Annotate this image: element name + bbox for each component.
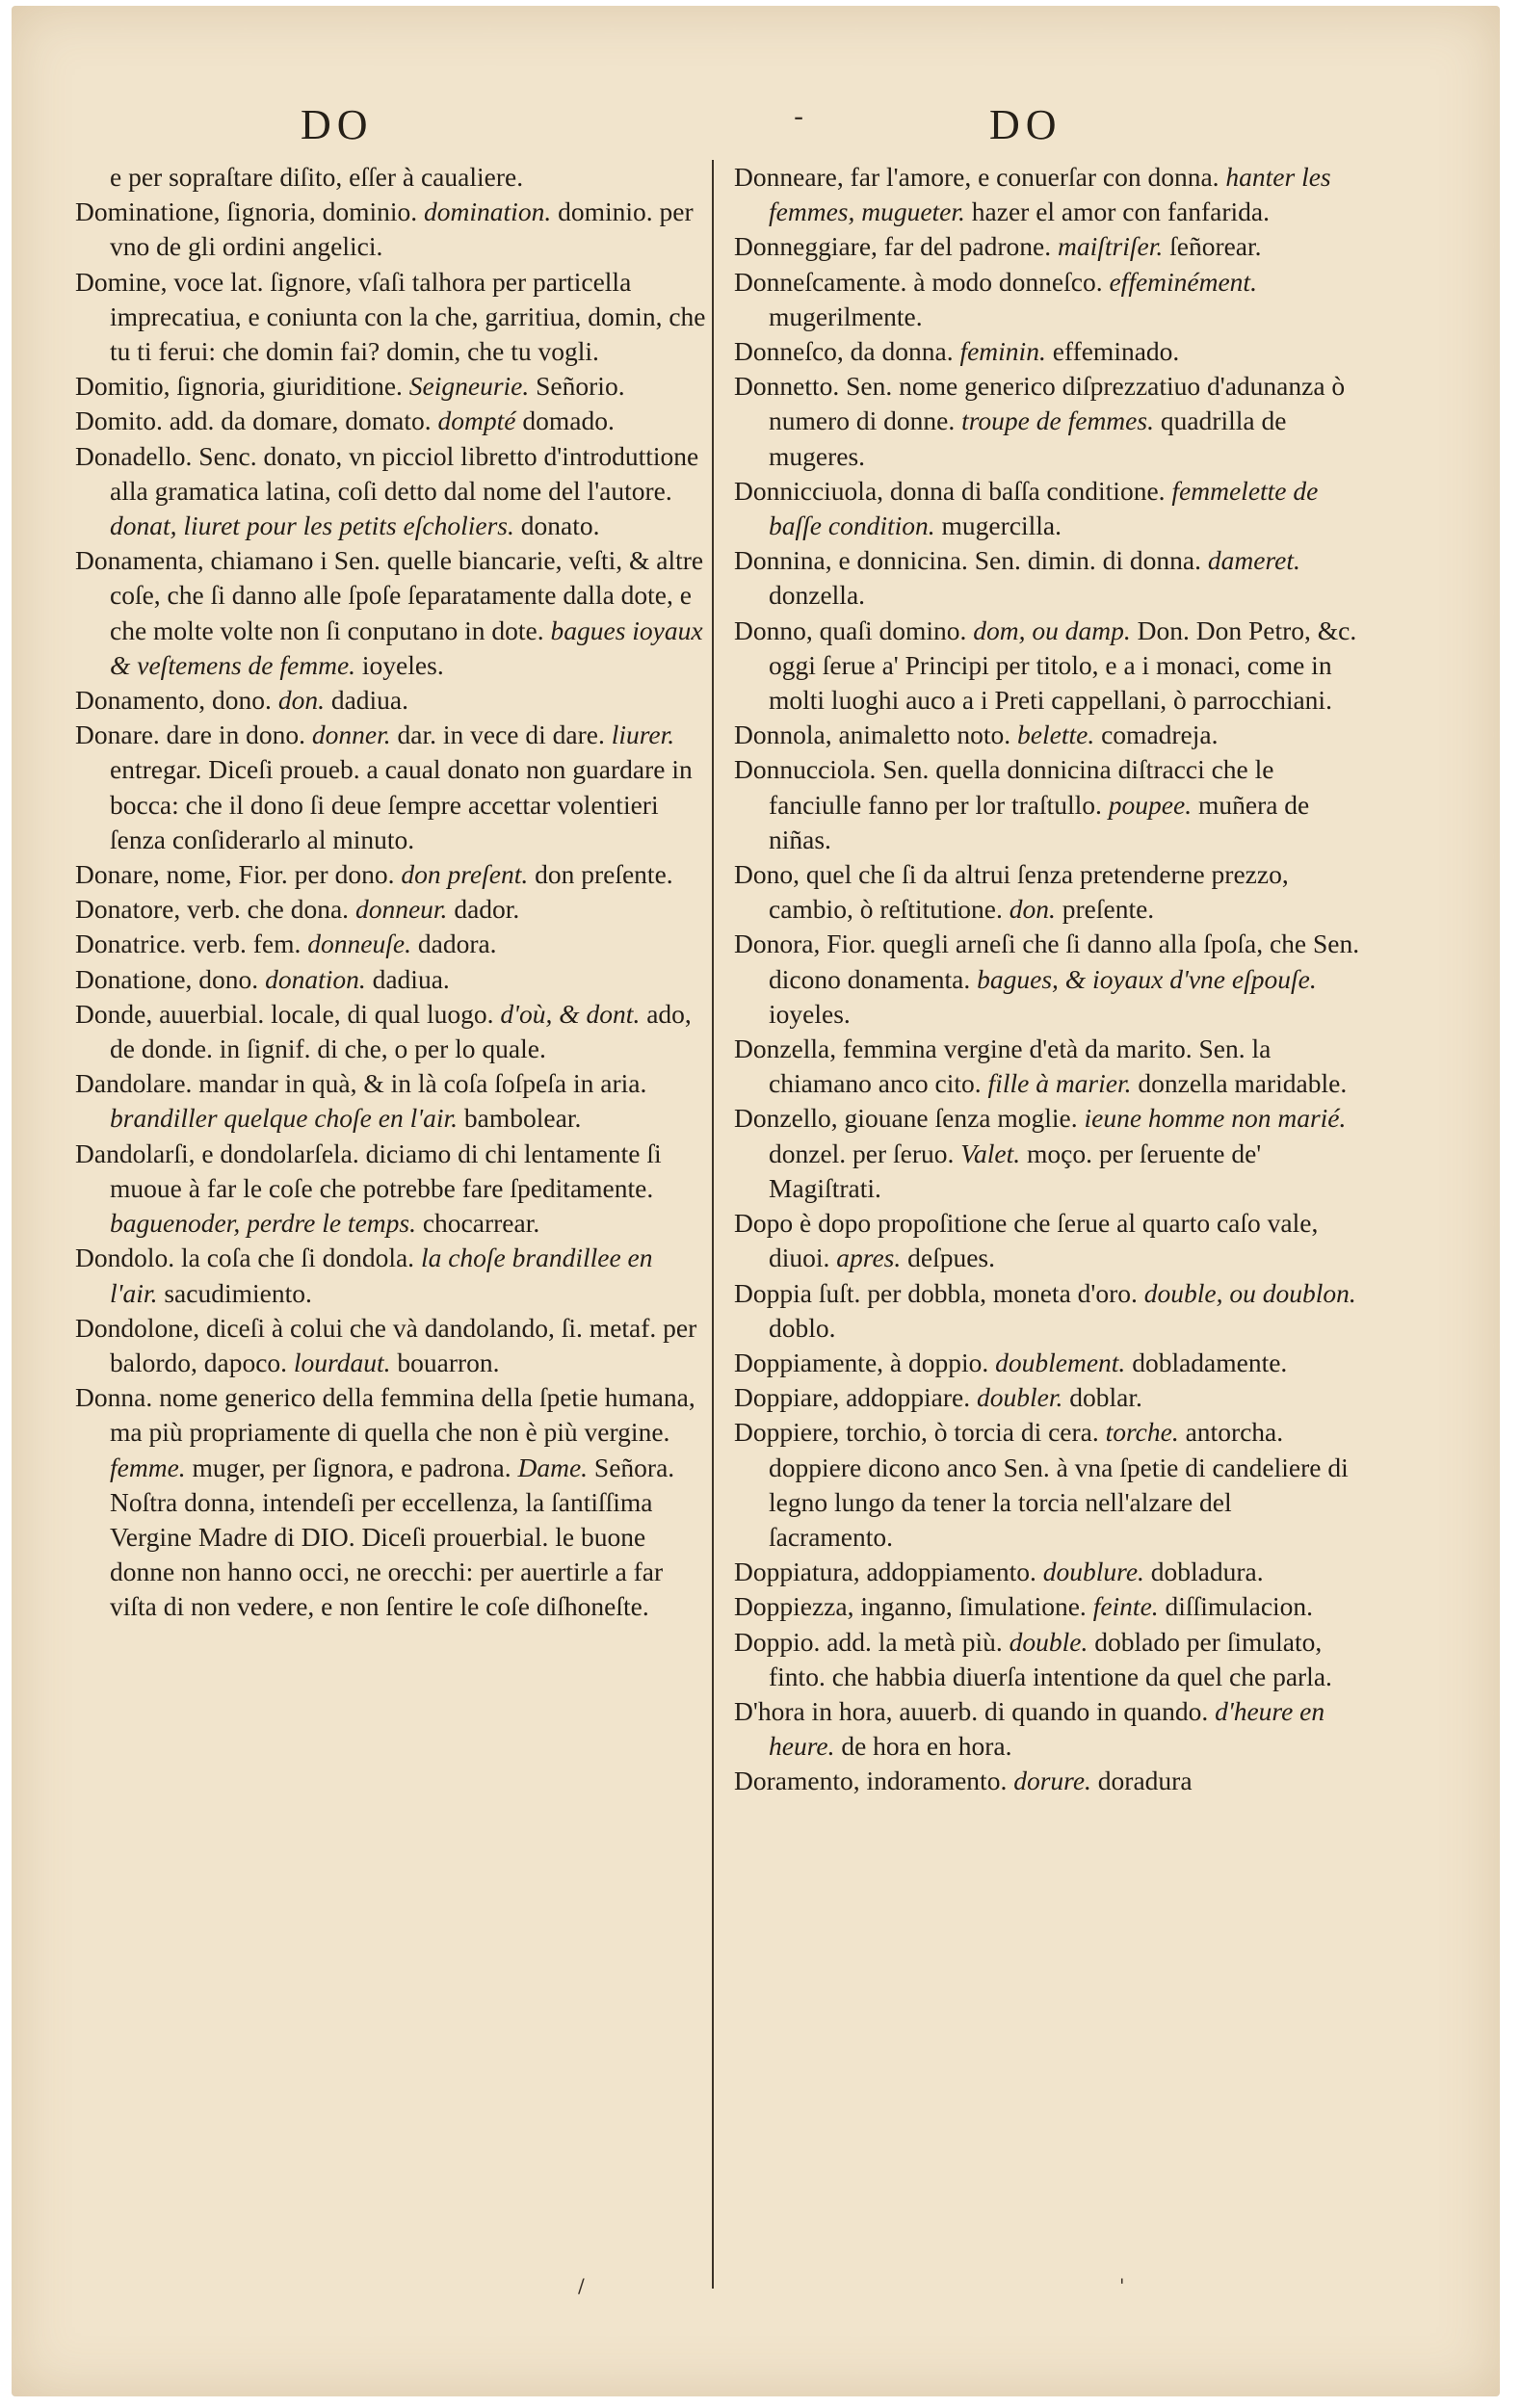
- footer-mark-right: ': [1119, 2274, 1125, 2297]
- dictionary-entry: [734, 334, 1360, 369]
- entry-text: Donare, nome, Fior. per dono.: [75, 859, 402, 890]
- left-column: [75, 160, 706, 1625]
- entry-text: D'hora in hora, auuerb. di quando in quando.: [734, 1695, 1216, 1726]
- book-page: [12, 6, 1500, 2396]
- entry-text: moço. per ſeruente de' Magiſtrati.: [769, 1138, 1262, 1203]
- entry-text: effeminado.: [1045, 336, 1180, 367]
- french-gloss: troupe de femmes.: [961, 406, 1154, 436]
- entry-text: Doppia ſuſt. per dobbla, moneta d'oro.: [734, 1277, 1144, 1308]
- french-gloss: doublure.: [1042, 1557, 1144, 1587]
- entry-text: Doppiamente, à doppio.: [734, 1347, 996, 1377]
- dictionary-entry: [734, 369, 1360, 474]
- french-gloss: la choſe brandillee en l'air.: [110, 1243, 653, 1308]
- entry-text: Dopo è dopo propoſitione che ſerue al quarto caſo vale, diuoi.: [734, 1208, 1319, 1273]
- entry-text: hazer el amor con fanfarida.: [964, 196, 1270, 227]
- dictionary-entry: [734, 614, 1360, 719]
- french-gloss: don.: [277, 685, 325, 716]
- dictionary-entry: [75, 857, 706, 892]
- entry-text: donzella.: [769, 580, 866, 611]
- entry-text: ado, de donde. in ſignif. di che, o per lo quale.: [110, 998, 692, 1064]
- entry-text: dadiua.: [324, 685, 408, 716]
- dictionary-entry: [734, 229, 1360, 264]
- french-gloss: effeminément.: [1109, 266, 1257, 297]
- french-gloss: bagues, & ioyaux d'vne eſpouſe.: [977, 963, 1317, 994]
- entry-text: Donnola, animaletto noto.: [734, 720, 1018, 750]
- french-gloss: feminin.: [959, 336, 1046, 367]
- entry-text: comadreja.: [1094, 720, 1219, 750]
- entry-text: dadora.: [410, 929, 497, 959]
- dictionary-entry: [75, 962, 706, 997]
- french-gloss: baguenoder, perdre le temps.: [110, 1208, 416, 1239]
- dictionary-entry: [75, 1137, 706, 1242]
- french-gloss: dameret.: [1207, 545, 1300, 576]
- french-gloss: d'heure en heure.: [769, 1695, 1325, 1762]
- french-gloss: dompté: [437, 406, 516, 436]
- entry-text: Donatore, verb. che dona.: [75, 894, 355, 925]
- entry-text: e per sopraſtare diſito, eſſer à caualiere.: [110, 162, 524, 192]
- entry-text: dador.: [447, 894, 520, 925]
- dictionary-entry: [75, 1311, 706, 1380]
- dictionary-entry: [734, 1589, 1360, 1624]
- entry-text: ioyeles.: [769, 998, 851, 1029]
- entry-text: Dono, quel che ſi da altrui ſenza pretenderne prezzo, cambio, ò reſtitutione.: [734, 859, 1289, 925]
- entry-text: Señorio.: [529, 371, 625, 402]
- entry-text: ioyeles.: [355, 649, 444, 680]
- entry-text: mugercilla.: [934, 510, 1062, 541]
- dictionary-entry: [734, 1276, 1360, 1346]
- dictionary-entry: [734, 1206, 1360, 1275]
- entry-text: Donatione, dono.: [75, 963, 266, 994]
- entry-text: mugerilmente.: [769, 301, 923, 331]
- french-gloss: don preſent.: [401, 859, 529, 890]
- dictionary-entry: [75, 683, 706, 718]
- dictionary-entry: [734, 265, 1360, 334]
- entry-text: Domitio, ſignoria, giuriditione.: [75, 371, 409, 402]
- entry-text: Donnetto. Sen. nome generico diſprezzatiuo d'adunanza ò numero di donne.: [734, 371, 1346, 436]
- french-gloss: don.: [1009, 894, 1056, 925]
- dictionary-entry: [734, 543, 1360, 613]
- french-gloss: double, ou doublon.: [1143, 1277, 1356, 1308]
- entry-text: quadrilla de mugeres.: [769, 406, 1287, 471]
- french-gloss: donat, liuret pour les petits eſcholiers.: [110, 510, 514, 541]
- entry-text: Doppiere, torchio, ò torcia di cera.: [734, 1417, 1106, 1448]
- entry-text: preſente.: [1055, 894, 1155, 925]
- entry-text: dobladura.: [1143, 1557, 1264, 1587]
- column-divider: [712, 160, 714, 2289]
- entry-text: Donora, Fior. quegli arneſi che ſi danno alla ſpoſa, che Sen. dicono donamenta.: [734, 929, 1360, 994]
- french-gloss: Valet.: [960, 1138, 1021, 1168]
- entry-text: Doppiatura, addoppiamento.: [734, 1557, 1043, 1587]
- entry-text: Doramento, indoramento.: [734, 1766, 1014, 1796]
- french-gloss: domination.: [424, 196, 552, 227]
- entry-text: Donneſcamente. à modo donneſco.: [734, 266, 1110, 297]
- entry-text: Dominatione, ſignoria, dominio.: [75, 196, 425, 227]
- entry-text: Donneſco, da donna.: [734, 336, 960, 367]
- dictionary-entry: [734, 1555, 1360, 1589]
- french-gloss: brandiller quelque choſe en l'air.: [110, 1103, 459, 1134]
- french-gloss: poupee.: [1108, 789, 1193, 820]
- dictionary-entry: [734, 1764, 1360, 1798]
- entry-text: Donamento, dono.: [75, 685, 278, 716]
- dictionary-entry: [734, 752, 1360, 857]
- dictionary-entry: [75, 160, 706, 195]
- french-gloss: lourdaut.: [293, 1347, 391, 1377]
- entry-text: doradura: [1090, 1766, 1193, 1796]
- right-column: [734, 160, 1360, 1799]
- entry-text: doblado per ſimulato, finto. che habbia diuerſa intentione da quel che parla.: [769, 1626, 1332, 1691]
- entry-text: dominio. per vno de gli ordini angelici.: [110, 196, 694, 262]
- french-gloss: maiſtriſer.: [1057, 231, 1164, 262]
- entry-text: de hora en hora.: [834, 1731, 1012, 1762]
- entry-text: ſeñorear.: [1163, 231, 1262, 262]
- entry-text: dobladamente.: [1125, 1347, 1288, 1377]
- entry-text: Donnina, e donnicina. Sen. dimin. di donna.: [734, 545, 1208, 576]
- french-gloss: liurer.: [611, 720, 675, 750]
- dictionary-entry: [734, 1415, 1360, 1555]
- dictionary-entry: [734, 718, 1360, 752]
- french-gloss: donation.: [265, 963, 366, 994]
- entry-text: bouarron.: [390, 1347, 500, 1377]
- french-gloss: Dame.: [517, 1452, 589, 1482]
- dictionary-entry: [75, 1066, 706, 1136]
- entry-text: deſpues.: [901, 1243, 996, 1273]
- dictionary-entry: [734, 1032, 1360, 1101]
- french-gloss: Seigneurie.: [408, 371, 530, 402]
- entry-text: muñera de niñas.: [769, 789, 1310, 854]
- entry-text: Señora. Noſtra donna, intendeſi per eccellenza, la ſantiſſima Vergine Madre di DIO. Diceſi prouerbial. le buone donne non hanno occi, ne orecchi: per auertirle a far viſta di non vedere, e non ſentire le coſe diſhoneſte.: [110, 1452, 675, 1622]
- dictionary-entry: [734, 1625, 1360, 1694]
- entry-text: Donzello, giouane ſenza moglie.: [734, 1103, 1085, 1134]
- french-gloss: femme.: [110, 1452, 186, 1482]
- dictionary-entry: [734, 927, 1360, 1032]
- french-gloss: doublement.: [995, 1347, 1126, 1377]
- french-gloss: torche.: [1105, 1417, 1179, 1448]
- dictionary-entry: [734, 1380, 1360, 1415]
- entry-text: dadiua.: [365, 963, 450, 994]
- dictionary-entry: [75, 927, 706, 961]
- dictionary-entry: [75, 892, 706, 927]
- dictionary-entry: [75, 265, 706, 370]
- entry-text: muger, per ſignora, e padrona.: [185, 1452, 518, 1482]
- entry-text: domado.: [515, 406, 615, 436]
- entry-text: Dondolo. la coſa che ſi dondola.: [75, 1243, 421, 1273]
- entry-text: entregar. Diceſi proueb. a caual donato non guardare in bocca: che il dono ſi deue ſempre accettar volentieri ſenza conſiderarlo al minuto.: [110, 754, 693, 854]
- french-gloss: apres.: [836, 1243, 902, 1273]
- entry-text: Donneggiare, far del padrone.: [734, 231, 1058, 262]
- entry-text: doblar.: [1062, 1382, 1142, 1413]
- entry-text: antorcha. doppiere dicono anco Sen. à vna ſpetie di candeliere di legno lungo da tener la torcia nell'alzare del ſacramento.: [769, 1417, 1349, 1552]
- header-dash: -: [794, 100, 804, 134]
- entry-text: Dandolare. mandar in quà, & in là coſa ſoſpeſa in aria.: [75, 1068, 647, 1099]
- dictionary-entry: [75, 997, 706, 1066]
- dictionary-entry: [734, 857, 1360, 927]
- entry-text: diſſimulacion.: [1158, 1591, 1314, 1622]
- entry-text: Domine, voce lat. ſignore, vſaſi talhora per particella imprecatiua, e coniunta con la che, garritiua, domin, che tu ti ferui: che domin fai? domin, che tu vogli.: [75, 266, 706, 367]
- french-gloss: double.: [1009, 1626, 1088, 1657]
- dictionary-entry: [734, 474, 1360, 543]
- entry-text: Donzella, femmina vergine d'età da marito. Sen. la chiamano anco cito.: [734, 1034, 1272, 1099]
- entry-text: Donamenta, chiamano i Sen. quelle biancarie, veſti, & altre coſe, che ſi danno alle ſpoſe ſeparatamente dalla dote, e che molte volte non ſi conputano in dote.: [75, 545, 704, 645]
- french-gloss: hanter les femmes, mugueter.: [769, 162, 1331, 227]
- dictionary-entry: [734, 1101, 1360, 1206]
- entry-text: Doppiezza, inganno, ſimulatione.: [734, 1591, 1093, 1622]
- entry-text: bambolear.: [458, 1103, 582, 1134]
- footer-mark-left: /: [578, 2274, 585, 2297]
- french-gloss: dorure.: [1013, 1766, 1091, 1796]
- entry-text: donzella maridable.: [1131, 1068, 1348, 1099]
- running-head-right: DO: [989, 101, 1062, 148]
- french-gloss: belette.: [1017, 720, 1095, 750]
- entry-text: chocarrear.: [415, 1208, 540, 1239]
- french-gloss: donner.: [311, 720, 391, 750]
- french-gloss: donneur.: [354, 894, 448, 925]
- french-gloss: doubler.: [977, 1382, 1063, 1413]
- dictionary-entry: [75, 543, 706, 683]
- entry-text: Donneare, far l'amore, e conuerſar con donna.: [734, 162, 1226, 192]
- entry-text: donzel. per ſeruo.: [769, 1138, 961, 1168]
- french-gloss: donneuſe.: [307, 929, 411, 959]
- french-gloss: femmelette de baſſe condition.: [769, 475, 1319, 541]
- dictionary-entry: [75, 439, 706, 544]
- dictionary-entry: [75, 1380, 706, 1624]
- french-gloss: fille à marier.: [987, 1068, 1132, 1099]
- entry-text: Donadello. Senc. donato, vn picciol libretto d'introduttione alla gramatica latina, coſi detto dal nome del l'autore.: [75, 440, 699, 506]
- entry-text: Donnicciuola, donna di baſſa conditione.: [734, 475, 1172, 506]
- entry-text: Don. Don Petro, &c. oggi ſerue a' Principi per titolo, e a i monaci, come in molti luoghi auco a i Preti cappellani, ò parrocchiani.: [769, 615, 1357, 716]
- dictionary-entry: [75, 1241, 706, 1310]
- french-gloss: ieune homme non marié.: [1084, 1103, 1347, 1134]
- entry-text: doblo.: [769, 1312, 836, 1343]
- dictionary-entry: [75, 195, 706, 264]
- dictionary-entry: [75, 369, 706, 404]
- entry-text: dar. in vece di dare.: [390, 720, 612, 750]
- entry-text: Donde, auuerbial. locale, di qual luogo.: [75, 998, 501, 1029]
- entry-text: Dandolarſi, e dondolarſela. diciamo di chi lentamente ſi muoue à far le coſe che potrebbe fare ſpeditamente.: [75, 1138, 662, 1203]
- entry-text: Doppio. add. la metà più.: [734, 1626, 1010, 1657]
- french-gloss: bagues ioyaux & veſtemens de femme.: [110, 615, 703, 680]
- entry-text: Dondolone, diceſi à colui che và dandolando, ſi. metaf. per balordo, dapoco.: [75, 1312, 697, 1377]
- french-gloss: feinte.: [1092, 1591, 1159, 1622]
- dictionary-entry: [734, 1346, 1360, 1380]
- entry-text: Doppiare, addoppiare.: [734, 1382, 977, 1413]
- entry-text: Donno, quaſi domino.: [734, 615, 974, 645]
- entry-text: Donna. nome generico della femmina della ſpetie humana, ma più propriamente di quella che non è più vergine.: [75, 1382, 695, 1448]
- dictionary-entry: [734, 1694, 1360, 1764]
- dictionary-entry: [75, 718, 706, 857]
- dictionary-entry: [734, 160, 1360, 229]
- french-gloss: dom, ou damp.: [973, 615, 1131, 645]
- entry-text: Domito. add. da domare, domato.: [75, 406, 438, 436]
- entry-text: Donare. dare in dono.: [75, 720, 312, 750]
- french-gloss: d'où, & dont.: [500, 998, 641, 1029]
- entry-text: sacudimiento.: [157, 1277, 312, 1308]
- dictionary-entry: [75, 404, 706, 438]
- entry-text: Donnucciola. Sen. quella donnicina diſtracci che le fanciulle fanno per lor traſtullo.: [734, 754, 1274, 820]
- running-head-left: DO: [301, 101, 374, 148]
- entry-text: Donatrice. verb. fem.: [75, 929, 308, 959]
- entry-text: donato.: [513, 510, 600, 541]
- entry-text: don preſente.: [528, 859, 673, 890]
